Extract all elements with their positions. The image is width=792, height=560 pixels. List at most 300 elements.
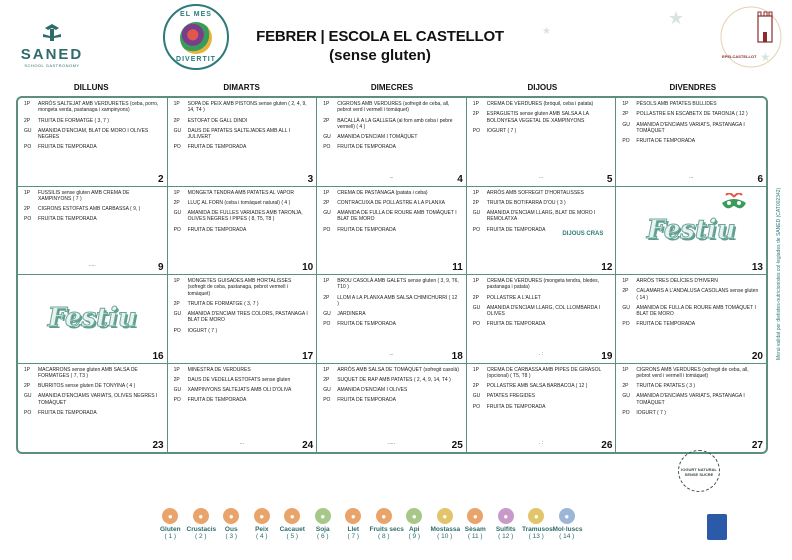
menu-item xyxy=(473,278,610,291)
cacauet-icon: ● xyxy=(284,508,300,524)
allergen-item xyxy=(156,508,185,540)
menu-item xyxy=(174,144,311,150)
dish-name: AMANIDA D'ENCIAMS VARIATS, PASTANAGA I TOMÀQUET xyxy=(636,393,745,406)
allergen-name: Gluten xyxy=(159,526,181,533)
menu-item xyxy=(174,118,311,124)
allergen-number: ( 13 ) xyxy=(528,533,544,540)
crustacis-icon: ● xyxy=(193,508,209,524)
menu-item xyxy=(24,128,161,141)
seal-text: IOGURT NATURAL SENSE SUCRE xyxy=(681,467,717,477)
allergen-item xyxy=(217,508,246,540)
dish-name: AMANIDA DE FULLA DE ROURE AMB TOMÀQUET I BLAT DE MORO xyxy=(636,304,756,318)
mostassa-icon: ● xyxy=(437,508,453,524)
quality-certification xyxy=(707,514,749,554)
day-cell xyxy=(616,98,766,187)
course-code: PO xyxy=(24,409,32,416)
course-code: 1P xyxy=(173,366,180,373)
badge-top-text: EL MES xyxy=(180,11,212,18)
dish-name: AMANIDA D'ENCIAM I OLIVES xyxy=(337,387,408,394)
cell-dots: ... xyxy=(539,173,544,180)
course-code: 2P xyxy=(472,383,479,390)
weekday-tuesday: DIMARTS xyxy=(223,83,260,92)
menu-item xyxy=(323,200,460,206)
dish-name: ARRÒS SALTEJAT AMB VERDURETES (ceba, porro, mongeta verda, pastanaga i xampinyons) xyxy=(38,101,159,114)
gluten-icon: ● xyxy=(162,508,178,524)
menu-item xyxy=(174,210,311,223)
dish-name: DAUS DE VEDELLA ESTOFATS sense gluten xyxy=(187,376,291,383)
menu-item xyxy=(174,377,311,383)
soja-icon: ● xyxy=(315,508,331,524)
chef-hat-icon xyxy=(37,22,67,44)
course-code: 2P xyxy=(173,376,180,383)
menu-grid xyxy=(16,96,768,454)
menu-item xyxy=(473,111,610,124)
allergen-name: Crustacis xyxy=(186,526,217,533)
dish-name: FRUITA DE TEMPORADA xyxy=(636,138,696,145)
day-number: 9 xyxy=(158,262,164,273)
day-number: 16 xyxy=(152,350,164,362)
dish-name: JARDINERA xyxy=(337,311,366,318)
allergen-name: Sulfits xyxy=(495,526,516,533)
dish-name: SOPA DE PEIX AMB PISTONS sense gluten ( 2, 4, 9, 14, T4 ) xyxy=(187,101,307,114)
menu-item xyxy=(174,227,311,233)
course-code: GU xyxy=(323,387,331,394)
course-code: 1P xyxy=(472,189,479,196)
menu-item xyxy=(323,210,460,223)
allergen-item xyxy=(461,508,490,540)
day-cell xyxy=(317,187,467,276)
cell-dots: . : xyxy=(539,350,544,357)
menu-item xyxy=(473,210,610,223)
allergen-item xyxy=(492,508,521,540)
title-line-1: FEBRER | ESCOLA EL CASTELLOT xyxy=(256,28,504,45)
dish-name: MONGETES GUISADES AMB HORTALISSES (sofregit de ceba, pastanaga, pebrot vermell i tomàquet) xyxy=(187,278,292,297)
course-code: PO xyxy=(472,403,481,410)
menu-item xyxy=(174,387,311,393)
course-code: 2P xyxy=(173,199,180,206)
course-code: 2P xyxy=(323,199,330,206)
menu-item xyxy=(622,101,760,107)
dish-name: IOGURT ( 7 ) xyxy=(187,327,218,334)
menu-item xyxy=(622,393,760,406)
weekday-friday: DIVENDRES xyxy=(669,83,717,92)
allergen-number: ( 5 ) xyxy=(286,533,299,540)
menu-item xyxy=(622,111,760,117)
dish-name: AMANIDA D'ENCIAM TRES COLORS, PASTANAGA I BLAT DE MORO xyxy=(187,311,308,324)
course-code: 2P xyxy=(622,288,629,295)
dish-name: AMANIDA D'ENCIAMS VARIATS, OLIVES NEGRES I TOMÀQUET xyxy=(38,393,158,406)
allergen-name: Llet xyxy=(347,526,360,533)
menu-item xyxy=(473,305,610,318)
course-code: PO xyxy=(622,409,630,416)
course-code: 1P xyxy=(24,366,31,373)
allergen-number: ( 1 ) xyxy=(164,533,177,540)
allergen-name: Mol·luscs xyxy=(552,526,583,533)
dish-name: MINESTRA DE VERDURES xyxy=(187,366,251,373)
day-cell xyxy=(467,98,617,187)
day-number: 24 xyxy=(302,440,314,451)
dijous-cras-stamp: DIJOUS CRAS xyxy=(562,230,604,237)
allergen-number: ( 3 ) xyxy=(225,533,238,540)
allergen-item xyxy=(339,508,368,540)
dish-name: AMANIDA DE FULLA DE ROURE AMB TOMÀQUET I BLAT DE MORO xyxy=(337,210,457,223)
dish-name: CREMA DE VERDURES (mongeta tendra, bledes, pastanaga i patata) xyxy=(486,278,600,291)
dish-name: FRUITA DE TEMPORADA xyxy=(486,321,546,328)
dish-name: AMANIDA D'ENCIAM, BLAT DE MORO I OLIVES NEGRES xyxy=(38,127,149,141)
star-icon: ★ xyxy=(542,26,551,37)
day-number: 23 xyxy=(152,440,164,451)
menu-item xyxy=(24,144,161,150)
menu-item xyxy=(174,101,311,114)
course-code: 1P xyxy=(622,101,629,107)
course-code: 2P xyxy=(173,300,180,307)
course-code: GU xyxy=(472,210,481,217)
dish-name: XAMPINYONS SALTEJATS AMB OLI D'OLIVA xyxy=(187,387,292,394)
dish-name: POLLASTRE EN ESCABETX DE TARONJA ( 12 ) xyxy=(636,111,748,118)
day-cell xyxy=(467,187,617,276)
dish-name: MONGETA TENDRA AMB PATATES AL VAPOR xyxy=(187,189,295,196)
dish-name: AMANIDA D'ENCIAMS VARIATS, PASTANAGA I TOMÀQUET xyxy=(636,121,745,134)
allergen-number: ( 6 ) xyxy=(316,533,329,540)
course-code: 1P xyxy=(323,366,330,373)
course-code: GU xyxy=(24,393,32,400)
dish-name: FRUITA DE TEMPORADA xyxy=(187,226,247,233)
course-code: GU xyxy=(173,311,182,318)
weekday-wednesday: DIMECRES xyxy=(370,83,414,92)
menu-item xyxy=(473,295,610,301)
allergen-number: ( 9 ) xyxy=(408,533,421,540)
menu-item xyxy=(473,101,610,107)
allergen-item xyxy=(309,508,338,540)
course-code: 2P xyxy=(24,117,31,124)
allergen-item xyxy=(522,508,551,540)
dish-name: BROU CASOLÀ AMB GALETS sense gluten ( 3, 9, T6, T10 ) xyxy=(337,278,459,291)
dish-name: BURRITOS sense gluten DE TONYINA ( 4 ) xyxy=(38,383,136,390)
day-number: 12 xyxy=(601,262,613,273)
menu-item xyxy=(473,128,610,134)
llet-icon: ● xyxy=(345,508,361,524)
allergen-name: Ous xyxy=(224,526,238,533)
course-code: 2P xyxy=(622,383,629,390)
course-code: GU xyxy=(472,304,481,311)
cell-dots: ... xyxy=(689,173,694,180)
course-code: 1P xyxy=(472,278,479,284)
day-number: 19 xyxy=(601,350,613,362)
menu-item xyxy=(473,404,610,410)
dish-name: DAUS DE PATATES SALTEJADES AMB ALL I JULIVERT xyxy=(187,127,291,141)
menu-item xyxy=(622,383,760,389)
menu-item xyxy=(174,301,311,307)
course-code: 2P xyxy=(173,117,180,124)
dish-name: POLLASTRE A L'ALLET xyxy=(486,294,541,301)
course-code: 2P xyxy=(472,199,479,206)
course-code: GU xyxy=(472,393,481,400)
menu-item xyxy=(174,328,311,334)
day-number: 25 xyxy=(451,440,463,451)
menu-item xyxy=(622,367,760,380)
menu-item xyxy=(323,397,460,403)
page-title xyxy=(230,28,530,64)
title-line-2: (sense gluten) xyxy=(329,47,431,64)
cell-dots: . : xyxy=(539,440,544,446)
day-cell xyxy=(168,98,318,187)
api-icon: ● xyxy=(406,508,422,524)
course-code: GU xyxy=(24,127,32,134)
course-code: 2P xyxy=(24,206,31,213)
carnival-mask-icon xyxy=(720,193,748,215)
allergen-number: ( 2 ) xyxy=(194,533,207,540)
course-code: GU xyxy=(323,210,331,217)
dish-name: PÈSOLS AMB PATATES BULLIDES xyxy=(636,101,717,107)
day-cell xyxy=(168,187,318,276)
menu-item xyxy=(24,383,161,389)
dish-name: TRUITA DE BOTIFARRA D'OU ( 3 ) xyxy=(486,199,566,206)
menu-item xyxy=(622,288,760,301)
day-cell xyxy=(168,275,318,364)
dish-name: AMANIDA D'ENCIAM LLARG, COL LLOMBARDA I OLIVES xyxy=(486,304,601,318)
star-icon: ★ xyxy=(668,8,685,28)
dish-name: FRUITA DE TEMPORADA xyxy=(486,226,546,233)
allergen-item xyxy=(431,508,460,540)
dish-name: TRUITA DE PATATES ( 3 ) xyxy=(636,383,696,390)
school-logo xyxy=(718,4,784,70)
course-code: 1P xyxy=(472,101,479,107)
allergen-name: Sèsam xyxy=(464,526,486,533)
day-number: 27 xyxy=(751,440,763,451)
day-cell xyxy=(317,98,467,187)
dish-name: FRUITA DE TEMPORADA xyxy=(38,144,97,151)
course-code: 2P xyxy=(472,111,479,118)
allergen-number: ( 7 ) xyxy=(347,533,360,540)
menu-item xyxy=(24,206,161,212)
menu-item xyxy=(323,144,460,150)
course-code: 1P xyxy=(24,189,31,196)
menu-item xyxy=(323,295,460,308)
dish-name: CONTRACUIXA DE POLLASTRE A LA PLANXA xyxy=(337,199,446,206)
menu-item xyxy=(622,122,760,135)
course-code: 1P xyxy=(622,366,629,373)
colorful-food-icon xyxy=(180,22,212,54)
allergen-item xyxy=(553,508,582,540)
sesam-icon: ● xyxy=(467,508,483,524)
course-code: GU xyxy=(323,134,331,141)
dish-name: CREMA DE CARBASSA AMB PIPES DE GIRASOL (opcional) ( T5, T8 ) xyxy=(486,366,602,379)
dish-name: POLLASTRE AMB SALSA BARBACOA ( 12 ) xyxy=(486,383,588,390)
menu-item xyxy=(323,101,460,114)
menu-item xyxy=(473,393,610,399)
dish-name: LLUÇ AL FORN (ceba i tomàquet natural) ( 4 ) xyxy=(187,199,291,206)
allergen-name: Api xyxy=(409,526,420,533)
menu-item xyxy=(323,227,460,233)
fruits-secs-icon: ● xyxy=(376,508,392,524)
dish-name: ARRÒS TRES DELÍCIES D'HIVERN xyxy=(636,278,718,284)
course-code: PO xyxy=(472,321,481,328)
menu-item xyxy=(323,134,460,140)
dish-name: PATATES FREGIDES xyxy=(486,393,536,400)
menu-item xyxy=(24,410,161,416)
star-icon: ★ xyxy=(760,50,771,64)
day-number: 6 xyxy=(757,173,763,185)
day-cell xyxy=(317,364,467,453)
course-code: GU xyxy=(173,387,182,394)
dish-name: AMANIDA DE FULLES VARIADES AMB TARONJA, OLIVES NEGRES I PIPES ( 8, T5, T8 ) xyxy=(187,210,303,223)
menu-item xyxy=(323,367,460,373)
dish-name: BACALLÀ A LA GALLEGA (al forn amb ceba i pebre vermell) ( 4 ) xyxy=(337,117,453,130)
day-number: 13 xyxy=(751,262,763,273)
allergen-number: ( 12 ) xyxy=(498,533,514,540)
menu-item xyxy=(473,367,610,380)
day-cell xyxy=(168,364,318,453)
holiday-label: Festiu xyxy=(646,214,736,245)
dish-name: AMANIDA D'ENCIAM LLARG, BLAT DE MORO I REMOLATXA xyxy=(486,210,596,223)
course-code: PO xyxy=(622,321,630,328)
course-code: GU xyxy=(622,121,630,128)
menu-item xyxy=(622,305,760,318)
course-code: PO xyxy=(24,216,32,223)
allergen-item xyxy=(187,508,216,540)
course-code: 1P xyxy=(24,101,31,107)
course-code: 1P xyxy=(173,101,180,107)
course-code: 1P xyxy=(472,366,479,373)
allergen-number: ( 14 ) xyxy=(559,533,575,540)
course-code: 1P xyxy=(323,101,330,107)
allergen-item xyxy=(278,508,307,540)
dish-name: CALAMARS A L'ANDALUSA CASOLANS sense gluten ( 14 ) xyxy=(636,288,759,301)
dish-name: FRUITA DE TEMPORADA xyxy=(337,321,396,328)
day-cell xyxy=(616,275,766,364)
menu-calendar xyxy=(16,80,768,454)
menu-item xyxy=(473,190,610,196)
cell-dots: ... xyxy=(239,440,244,446)
menu-item xyxy=(622,410,760,416)
day-number: 18 xyxy=(451,350,463,362)
allergen-number: ( 10 ) xyxy=(437,533,453,540)
dish-name: ARRÒS AMB SALSA DE TOMÀQUET (sofregit casolà) xyxy=(337,366,459,373)
cell-dots: ..... xyxy=(88,262,96,268)
dish-name: FRUITA DE TEMPORADA xyxy=(337,226,396,233)
day-number: 5 xyxy=(606,173,613,185)
day-number: 2 xyxy=(158,173,164,185)
dish-name: ESPAGUETIS sense gluten AMB SALSA A LA BOLONYESA VEGETAL DE XAMPINYONS xyxy=(486,111,589,124)
menu-item xyxy=(24,101,161,114)
menu-item xyxy=(323,311,460,317)
menu-item xyxy=(174,200,311,206)
menu-item xyxy=(24,393,161,406)
course-code: PO xyxy=(173,327,181,334)
validation-note: Menú validat per dietistes-nutricionistes col·legiades de SANED (CAT002342) xyxy=(776,187,782,360)
dish-name: ARRÒS AMB SOFREGIT D'HORTALISSES xyxy=(486,189,584,196)
menu-item xyxy=(473,321,610,327)
day-cell xyxy=(467,275,617,364)
course-code: 2P xyxy=(323,117,330,124)
menu-item xyxy=(323,190,460,196)
menu-item xyxy=(24,190,161,203)
ous-icon: ● xyxy=(223,508,239,524)
dish-name: FRUITA DE TEMPORADA xyxy=(187,397,247,404)
day-cell xyxy=(317,275,467,364)
course-code: 2P xyxy=(622,111,629,118)
day-cell xyxy=(18,98,168,187)
dish-name: SUQUET DE RAP AMB PATATES ( 2, 4, 9, 14, T4 ) xyxy=(337,376,451,383)
course-code: PO xyxy=(472,127,481,134)
course-code: PO xyxy=(472,226,481,233)
holiday-label: Festiu xyxy=(47,303,137,333)
menu-item xyxy=(174,397,311,403)
menu-item xyxy=(323,321,460,327)
allergen-number: ( 4 ) xyxy=(255,533,268,540)
menu-item xyxy=(323,118,460,131)
menu-item xyxy=(323,278,460,291)
weekday-monday: DILLUNS xyxy=(73,83,109,92)
dish-name: FRUITA DE TEMPORADA xyxy=(38,409,97,416)
course-code: GU xyxy=(622,393,630,400)
menu-item xyxy=(473,200,610,206)
day-number: 20 xyxy=(751,350,763,362)
day-number: 10 xyxy=(302,262,314,273)
allergen-item xyxy=(248,508,277,540)
badge-bottom-text: DIVERTIT xyxy=(176,56,216,63)
molluscs-icon: ● xyxy=(559,508,575,524)
dish-name: IOGURT ( 7 ) xyxy=(486,127,517,134)
dish-name: TRUITA DE FORMATGE ( 3, 7 ) xyxy=(38,117,109,124)
course-code: GU xyxy=(173,210,182,217)
cell-dots: ... xyxy=(389,350,394,357)
day-cell xyxy=(616,187,766,276)
castle-icon xyxy=(718,4,784,70)
weekday-thursday: DIJOUS xyxy=(527,83,558,92)
allergen-name: Fruits secs xyxy=(369,526,404,533)
dish-name: IOGURT ( 7 ) xyxy=(636,409,666,416)
allergen-name: Mostassa xyxy=(430,526,461,533)
dish-name: FRUITA DE TEMPORADA xyxy=(636,321,696,328)
dish-name: FRUITA DE TEMPORADA xyxy=(187,144,247,151)
menu-item xyxy=(24,118,161,124)
allergen-number: ( 11 ) xyxy=(467,533,483,540)
course-code: PO xyxy=(323,226,331,233)
sulfits-icon: ● xyxy=(498,508,514,524)
menu-item xyxy=(174,367,311,373)
day-cell xyxy=(18,275,168,364)
day-cell xyxy=(467,364,617,453)
course-code: 1P xyxy=(323,278,330,284)
allergen-item xyxy=(369,508,404,540)
day-cell xyxy=(18,364,168,453)
course-code: 1P xyxy=(622,278,629,284)
day-cell xyxy=(616,364,766,453)
dish-name: CIGRONS ESTOFATS AMB CARBASSA ( 9, ) xyxy=(38,206,141,213)
menu-item xyxy=(323,387,460,393)
dish-name: FUSSILIS sense gluten AMB CREMA DE XAMPINYONS ( 7 ) xyxy=(38,189,130,202)
course-code: 1P xyxy=(173,189,180,196)
course-code: GU xyxy=(323,311,331,318)
dish-name: AMANIDA D'ENCIAM I TOMÀQUET xyxy=(337,134,418,141)
dish-name: CIGRONS AMB VERDURES (sofregit de ceba, all, pebrot verd i vermell i tomàquet) xyxy=(337,101,450,114)
allergen-name: Soja xyxy=(315,526,330,533)
course-code: 2P xyxy=(24,383,31,390)
brand-name: SANED xyxy=(20,46,84,63)
dish-name: CREMA DE PASTANAGA (patata i ceba) xyxy=(337,189,428,196)
dish-name: TRUITA DE FORMATGE ( 3, 7 ) xyxy=(187,300,259,307)
day-number: 26 xyxy=(601,440,613,451)
course-code: PO xyxy=(173,397,181,404)
dish-name: LLOM A LA PLANXA AMB SALSA CHIMICHURRI ( 12 ) xyxy=(337,294,458,307)
course-code: PO xyxy=(24,144,32,151)
course-code: PO xyxy=(173,226,181,233)
menu-item xyxy=(174,278,311,297)
course-code: PO xyxy=(323,321,331,328)
day-cell xyxy=(18,187,168,276)
course-code: 2P xyxy=(323,376,330,383)
